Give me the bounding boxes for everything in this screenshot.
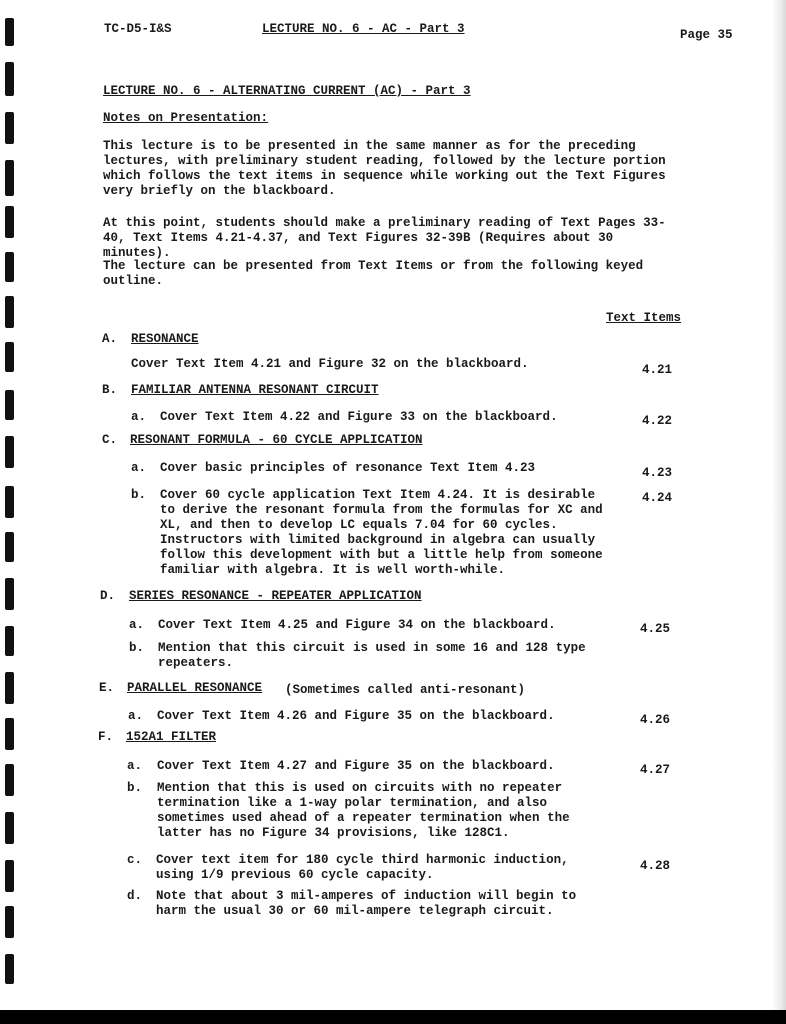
page-number: Page 35 [680,28,733,42]
binder-hole [5,62,14,96]
section-heading: RESONANT FORMULA - 60 CYCLE APPLICATION [130,433,423,447]
page-edge-shadow [772,0,786,1024]
text-item-ref: 4.27 [640,763,671,777]
binder-hole [5,532,14,562]
text-item-ref: 4.21 [642,363,673,377]
section-letter: D. [100,589,116,603]
outline-item-text: Mention that this circuit is used in some 16 and 128 type repeaters. [158,641,586,670]
outline-item-label: a. [129,618,145,632]
text-items-column-header: Text Items [606,311,682,325]
notes-heading: Notes on Presentation: [103,111,269,125]
section-letter: A. [102,332,118,346]
binder-hole [5,112,14,144]
binder-hole [5,672,14,704]
outline-item-text: Cover Text Item 4.21 and Figure 32 on the blackboard. [131,357,529,371]
section-heading-note: (Sometimes called anti-resonant) [285,683,526,697]
binder-hole [5,906,14,938]
outline-item-label: d. [127,889,143,903]
binder-hole [5,954,14,984]
outline-item-text: Note that about 3 mil-amperes of induction will begin to harm the usual 30 or 60 mil-ampere telegraph circuit. [156,889,577,918]
outline-item-label: c. [127,853,143,867]
outline-item-label: a. [131,461,147,475]
section-heading: SERIES RESONANCE - REPEATER APPLICATION [129,589,422,603]
binder-hole [5,578,14,610]
binder-hole [5,252,14,282]
binder-hole [5,860,14,892]
outline-item-text: Cover 60 cycle application Text Item 4.24. It is desirable to derive the resonant formula from the formulas for XC and XL, and then to develop LC equals 7.04 for 60 cycles. Instructors with limited background in algebra can usually follow this development with but a little help from someone familiar with algebra. It is well worth-while. [160,488,603,577]
binder-hole [5,206,14,238]
text-item-ref: 4.25 [640,622,671,636]
binder-hole [5,812,14,844]
outline-item-text: Cover Text Item 4.26 and Figure 35 on the blackboard. [157,709,555,723]
outline-item-text: Cover Text Item 4.25 and Figure 34 on the blackboard. [158,618,556,632]
section-letter: B. [102,383,118,397]
text-item-ref: 4.24 [642,491,673,505]
binder-hole [5,436,14,468]
text-item-ref: 4.28 [640,859,671,873]
section-heading: PARALLEL RESONANCE [127,681,263,695]
outline-item-text: Cover Text Item 4.27 and Figure 35 on the blackboard. [157,759,555,773]
binder-hole [5,390,14,420]
binder-hole [5,296,14,328]
binder-hole [5,18,14,46]
outline-item-text: Cover text item for 180 cycle third harmonic induction, using 1/9 previous 60 cycle capacity. [156,853,569,882]
outline-item-text: Cover Text Item 4.22 and Figure 33 on the blackboard. [160,410,558,424]
outline-item-label: b. [129,641,145,655]
outline-item-label: a. [128,709,144,723]
text-item-ref: 4.26 [640,713,671,727]
section-letter: F. [98,730,114,744]
lecture-title: LECTURE NO. 6 - ALTERNATING CURRENT (AC) - Part 3 [103,84,471,98]
outline-item-label: a. [131,410,147,424]
header-lecture-title: LECTURE NO. 6 - AC - Part 3 [262,22,465,36]
binder-hole [5,486,14,518]
outline-item-label: b. [127,781,143,795]
binder-hole [5,342,14,372]
binder-hole [5,626,14,656]
binder-hole [5,718,14,750]
intro-paragraph: This lecture is to be presented in the same manner as for the preceding lectures, with preliminary student reading, followed by the lecture portion which follows the text items in sequence while working out the Text Figures very briefly on the blackboard. [103,139,666,198]
binder-hole [5,160,14,196]
section-heading: 152A1 FILTER [126,730,217,744]
outline-item-label: b. [131,488,147,502]
binder-hole [5,764,14,796]
outline-item-text: Mention that this is used on circuits with no repeater termination like a 1-way polar termination, and also sometimes used ahead of a repeater termination when the latter has no Figure 34 provisions, like 128C1. [157,781,570,840]
section-letter: C. [102,433,118,447]
section-heading: RESONANCE [131,332,199,346]
text-item-ref: 4.23 [642,466,673,480]
outline-item-label: a. [127,759,143,773]
header-doc-code: TC-D5-I&S [104,22,172,36]
page-bottom-edge [0,1010,786,1024]
outline-item-text: Cover basic principles of resonance Text Item 4.23 [160,461,536,475]
outline-paragraph: The lecture can be presented from Text Items or from the following keyed outline. [103,259,644,288]
section-heading: FAMILIAR ANTENNA RESONANT CIRCUIT [131,383,379,397]
section-letter: E. [99,681,115,695]
reading-paragraph: At this point, students should make a preliminary reading of Text Pages 33-40, Text Items 4.21-4.37, and Text Figures 32-39B (Requires about 30 minutes). [103,216,666,260]
text-item-ref: 4.22 [642,414,673,428]
